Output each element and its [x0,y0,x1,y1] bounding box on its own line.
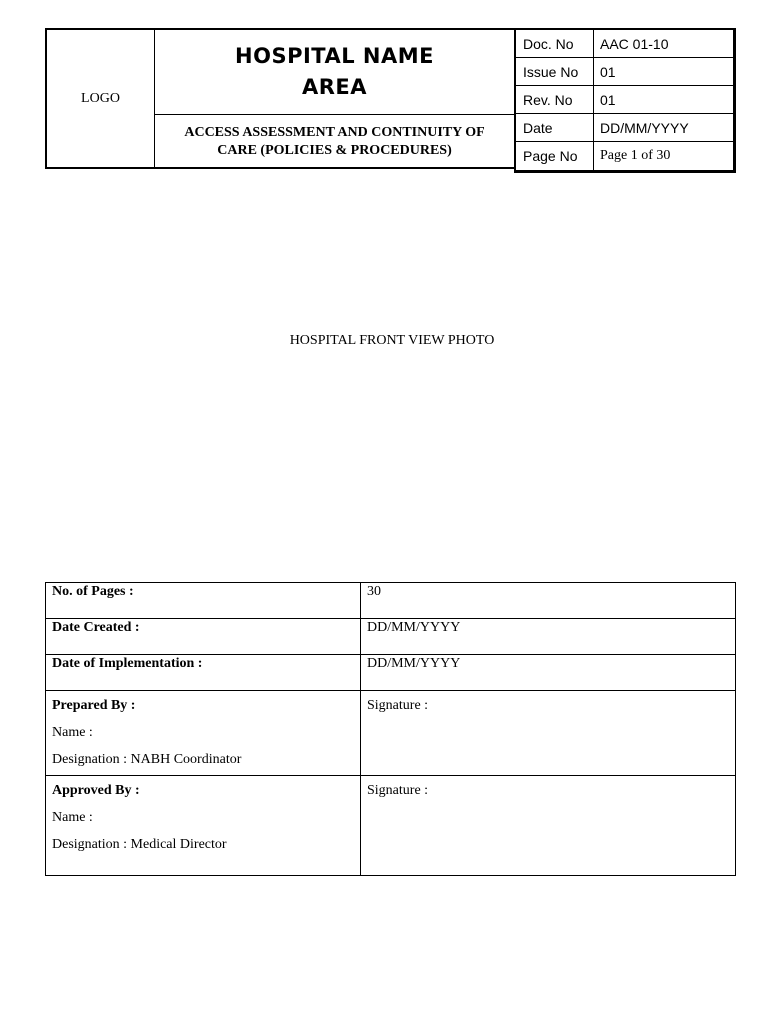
prepared-name: Name : [52,725,93,740]
table-row [46,691,736,776]
approved-name: Name : [52,810,93,825]
prepared-by-label: Prepared By : [52,698,136,713]
hospital-name: HOSPITAL NAME [235,44,434,68]
logo-placeholder: LOGO [47,30,155,168]
meta-label: Date [516,114,594,141]
meta-row-rev-no [516,86,733,114]
meta-label: Issue No [516,58,594,85]
meta-value: DD/MM/YYYY [600,119,689,136]
meta-value: Page 1 of 30 [600,148,671,163]
table-row [46,619,736,655]
prepared-signature-cell [361,691,736,776]
subtitle-line-2: CARE (POLICIES & PROCEDURES) [217,142,452,158]
meta-row-issue-no [516,58,733,86]
meta-row-doc-no [516,30,733,58]
subtitle-line-1: ACCESS ASSESSMENT AND CONTINUITY OF [184,124,485,140]
document-meta-table [514,28,736,173]
approved-signature-cell [361,776,736,876]
meta-label: Page No [516,142,594,170]
header-bottom-rule [45,167,515,169]
prepared-signature: Signature : [367,698,429,713]
prepared-designation: Designation : NABH Coordinator [52,752,242,767]
approved-by-label: Approved By : [52,783,140,798]
approved-signature: Signature : [367,783,429,798]
date-created-value: DD/MM/YYYY [361,619,736,655]
pages-value: 30 [361,583,736,619]
meta-row-date [516,114,733,142]
document-header [45,28,514,168]
hospital-area: AREA [301,75,368,99]
document-subtitle [155,115,514,168]
table-row [46,776,736,876]
table-row [46,583,736,619]
meta-value: AAC 01-10 [600,35,669,52]
pages-label: No. of Pages : [46,583,361,619]
meta-value: 01 [600,63,616,80]
meta-value: 01 [600,91,616,108]
approved-designation: Designation : Medical Director [52,837,227,852]
implementation-label: Date of Implementation : [46,655,361,691]
implementation-value: DD/MM/YYYY [361,655,736,691]
hospital-title-cell [155,30,514,115]
meta-label: Doc. No [516,30,594,57]
photo-placeholder-text: HOSPITAL FRONT VIEW PHOTO [289,333,495,348]
approved-by-cell [46,776,361,876]
prepared-by-cell [46,691,361,776]
document-info-table [45,582,736,876]
date-created-label: Date Created : [46,619,361,655]
meta-label: Rev. No [516,86,594,113]
table-row [46,655,736,691]
meta-row-page-no [516,142,733,170]
